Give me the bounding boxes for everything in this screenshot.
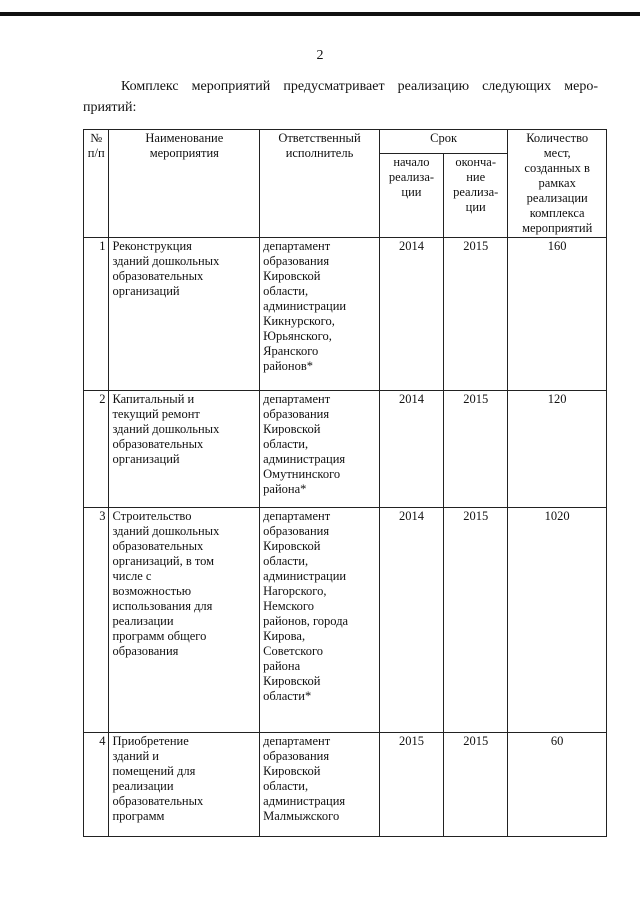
page-number: 2 bbox=[316, 48, 324, 63]
intro-paragraph bbox=[83, 76, 598, 118]
row-quantity: 1020 bbox=[508, 508, 607, 733]
table-header bbox=[84, 130, 607, 238]
measures-table bbox=[83, 129, 607, 837]
row-end: 2015 bbox=[444, 391, 508, 508]
table-row bbox=[84, 733, 607, 837]
intro-line-1: Комплекс мероприятий предусматривает реализацию следующих меро- bbox=[121, 79, 598, 94]
row-quantity: 120 bbox=[508, 391, 607, 508]
header-executor: Ответственный исполнитель bbox=[260, 130, 380, 238]
row-name: Реконструкция зданий дошкольных образовательных организаций bbox=[109, 238, 260, 391]
top-rule bbox=[0, 12, 640, 16]
row-name: Строительство зданий дошкольных образовательных организаций, в том числе с возможностью использования для реализации программ общего образования bbox=[109, 508, 260, 733]
row-executor: департамент образования Кировской области, администрации Нагорского, Немского районов, города Кирова, Советского района Кировской области* bbox=[260, 508, 380, 733]
header-num: № п/п bbox=[84, 130, 109, 238]
table-row bbox=[84, 508, 607, 733]
row-num: 2 bbox=[84, 391, 109, 508]
row-start: 2014 bbox=[379, 391, 443, 508]
table-body bbox=[84, 238, 607, 837]
header-term-start: начало реализа- ции bbox=[379, 154, 443, 238]
row-name: Капитальный и текущий ремонт зданий дошкольных образовательных организаций bbox=[109, 391, 260, 508]
row-quantity: 160 bbox=[508, 238, 607, 391]
row-end: 2015 bbox=[444, 733, 508, 837]
intro-line-2: приятий: bbox=[83, 100, 137, 115]
row-start: 2014 bbox=[379, 508, 443, 733]
row-start: 2014 bbox=[379, 238, 443, 391]
row-num: 4 bbox=[84, 733, 109, 837]
header-name: Наименование мероприятия bbox=[109, 130, 260, 238]
header-term: Срок bbox=[379, 130, 508, 154]
row-name: Приобретение зданий и помещений для реализации образовательных программ bbox=[109, 733, 260, 837]
row-executor: департамент образования Кировской области, администрации Кикнурского, Юрьянского, Яранского районов* bbox=[260, 238, 380, 391]
row-end: 2015 bbox=[444, 238, 508, 391]
row-executor: департамент образования Кировской области, администрация Омутнинского района* bbox=[260, 391, 380, 508]
row-end: 2015 bbox=[444, 508, 508, 733]
table-row bbox=[84, 391, 607, 508]
row-executor: департамент образования Кировской области, администрация Малмыжского bbox=[260, 733, 380, 837]
row-start: 2015 bbox=[379, 733, 443, 837]
scan-top-border bbox=[0, 0, 640, 22]
header-quantity: Количество мест, созданных в рамках реализации комплекса мероприятий bbox=[508, 130, 607, 238]
row-num: 3 bbox=[84, 508, 109, 733]
header-row-1 bbox=[84, 130, 607, 154]
row-num: 1 bbox=[84, 238, 109, 391]
row-quantity: 60 bbox=[508, 733, 607, 837]
table-row bbox=[84, 238, 607, 391]
header-term-end: оконча- ние реализа- ции bbox=[444, 154, 508, 238]
